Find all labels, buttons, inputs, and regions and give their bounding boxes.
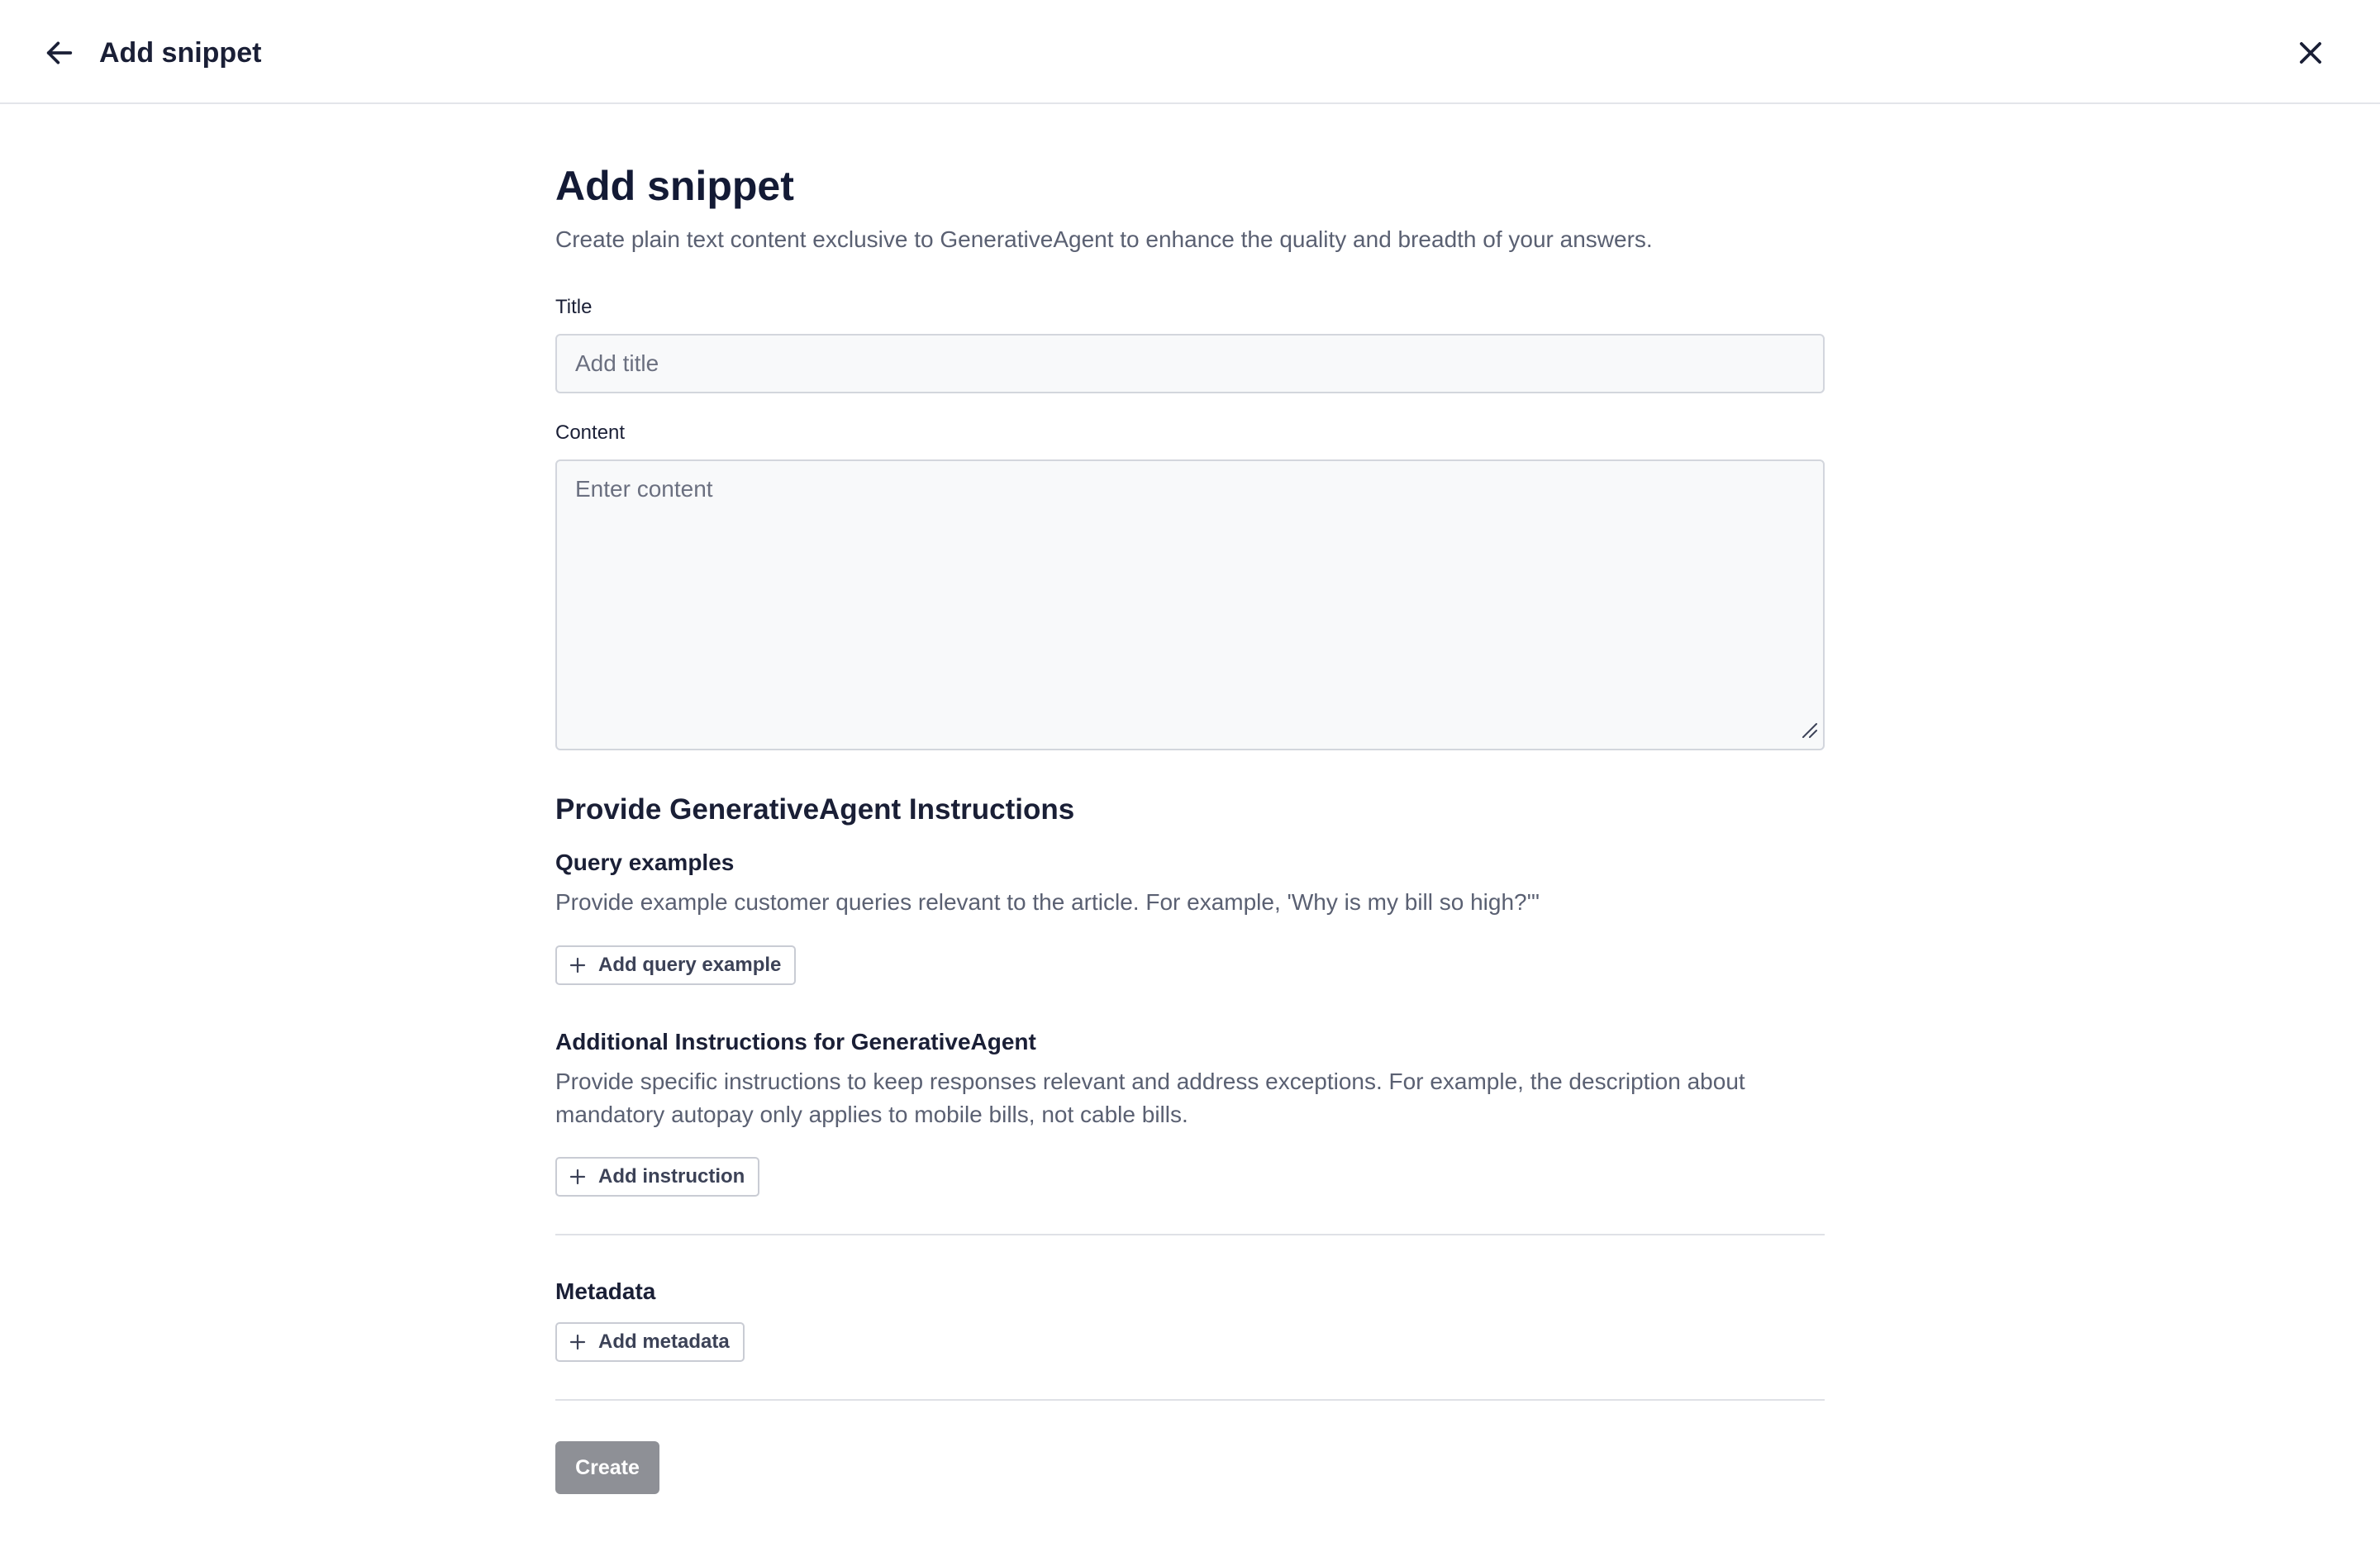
add-query-example-button[interactable] <box>555 945 796 985</box>
close-button[interactable] <box>2289 31 2332 74</box>
title-input[interactable] <box>555 334 1825 393</box>
top-bar <box>0 0 2380 104</box>
plus-icon <box>567 1331 588 1353</box>
plus-icon <box>567 954 588 976</box>
section-divider <box>555 1234 1825 1235</box>
query-examples-helper: Provide example customer queries relevant to the article. For example, 'Why is my bill so high?'" <box>555 889 1540 915</box>
metadata-title: Metadata <box>555 1278 656 1304</box>
arrow-left-icon <box>43 36 76 69</box>
content-label: Content <box>555 421 626 444</box>
add-instruction-label: Add instruction <box>598 1165 745 1188</box>
create-button[interactable]: Create <box>555 1441 659 1494</box>
additional-instructions-title: Additional Instructions for GenerativeAgent <box>555 1029 1036 1054</box>
instructions-section-title: Provide GenerativeAgent Instructions <box>555 793 1075 826</box>
footer-divider <box>555 1399 1825 1401</box>
add-query-example-label: Add query example <box>598 954 782 976</box>
page-title: Add snippet <box>555 163 794 209</box>
additional-instructions-helper: Provide specific instructions to keep responses relevant and address exceptions. For example, the description about mandatory autopay only applies to mobile bills, not cable bills. <box>555 1069 1745 1127</box>
title-label: Title <box>555 296 593 318</box>
plus-icon <box>567 1166 588 1188</box>
add-instruction-button[interactable] <box>555 1157 759 1197</box>
add-metadata-label: Add metadata <box>598 1330 730 1353</box>
content-textarea[interactable] <box>555 459 1825 750</box>
page-subtitle: Create plain text content exclusive to GenerativeAgent to enhance the quality and breadth of your answers. <box>555 226 1653 252</box>
back-button[interactable] <box>38 31 81 74</box>
add-metadata-button[interactable] <box>555 1322 745 1362</box>
resize-handle-icon[interactable] <box>1800 721 1818 739</box>
query-examples-title: Query examples <box>555 850 735 875</box>
close-icon <box>2295 37 2326 69</box>
header-title: Add snippet <box>99 37 262 69</box>
